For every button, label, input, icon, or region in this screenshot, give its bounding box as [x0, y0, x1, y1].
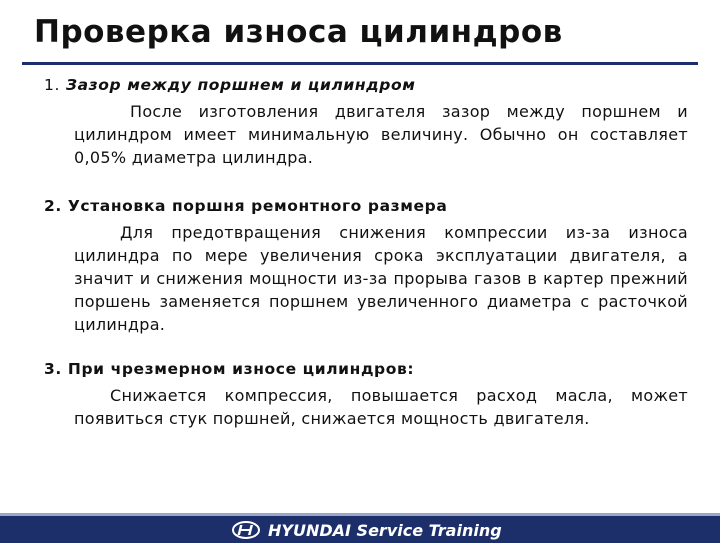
footer-bar [0, 513, 720, 543]
footer-brand-text: HYUNDAI Service Training [268, 520, 502, 540]
section-1-heading [44, 76, 416, 94]
hyundai-logo-icon [232, 521, 260, 539]
section-1-title: Зазор между поршнем и цилиндром [60, 76, 416, 94]
section-3-text: Снижается компрессия, повышается расход масла, может появиться стук поршней, снижается мощность двигателя. [74, 386, 688, 428]
section-3-heading [44, 360, 414, 378]
section-2-text: Для предотвращения снижения компрессии из-за износа цилиндра по мере увеличения срока эксплуатации двигателя, а значит и снижения мощности из-за прорыва газов в картер прежний поршень заменяется поршнем увеличенного диаметра с расточкой цилиндра. [74, 223, 688, 334]
title-underline [22, 62, 698, 65]
section-1-text: После изготовления двигателя зазор между поршнем и цилиндром имеет минимальную величину. Обычно он составляет 0,05% диаметра цилиндра. [74, 102, 688, 167]
section-2-number: 2. [44, 197, 62, 215]
page-title: Проверка износа цилиндров [34, 14, 563, 50]
footer-brand [232, 520, 502, 540]
section-2-heading [44, 197, 447, 215]
section-3-number: 3. [44, 360, 62, 378]
section-2-title: Установка поршня ремонтного размера [61, 197, 448, 215]
section-1-number: 1. [44, 76, 60, 94]
section-3-title: При чрезмерном износе цилиндров: [61, 360, 415, 378]
